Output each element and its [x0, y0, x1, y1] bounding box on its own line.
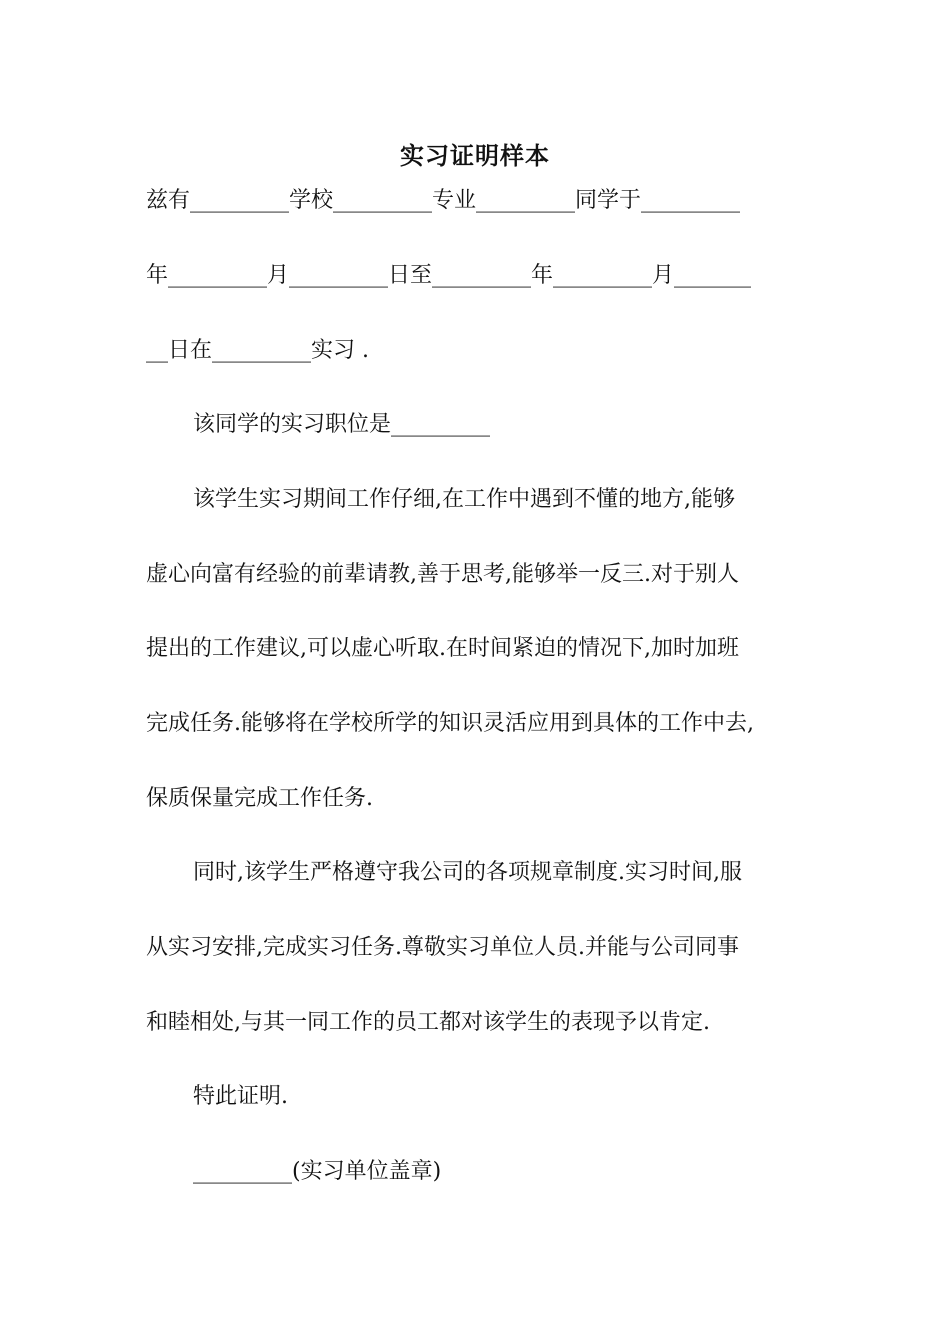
closing-text: 特此证明. [193, 1084, 288, 1109]
fill-line-2: 年_________月_________日至_________年_________月_______ [146, 263, 752, 288]
paragraph2-line-3: 和睦相处,与其一同工作的员工都对该学生的表现予以肯定. [146, 1010, 710, 1035]
paragraph1-line-3: 提出的工作建议,可以虚心听取.在时间紧迫的情况下,加时加班 [146, 636, 739, 661]
paragraph1-line-5: 保质保量完成工作任务. [146, 786, 373, 811]
paragraph2-line-1: 同时,该学生严格遵守我公司的各项规章制度.实习时间,服 [193, 860, 742, 885]
signature-line: _________(实习单位盖章) [193, 1159, 442, 1184]
paragraph2-line-2: 从实习安排,完成实习任务.尊敬实习单位人员.并能与公司同事 [146, 935, 739, 960]
fill-line-3: __日在_________实习 . [146, 338, 369, 363]
position-line: 该同学的实习职位是_________ [193, 412, 491, 437]
document-title: 实习证明样本 [400, 141, 550, 170]
paragraph1-line-4: 完成任务.能够将在学校所学的知识灵活应用到具体的工作中去, [146, 711, 754, 736]
fill-line-1: 兹有_________学校_________专业_________同学于_________ [146, 188, 741, 213]
paragraph1-line-2: 虚心向富有经验的前辈请教,善于思考,能够举一反三.对于别人 [146, 562, 739, 587]
paragraph1-line-1: 该学生实习期间工作仔细,在工作中遇到不懂的地方,能够 [193, 487, 735, 512]
